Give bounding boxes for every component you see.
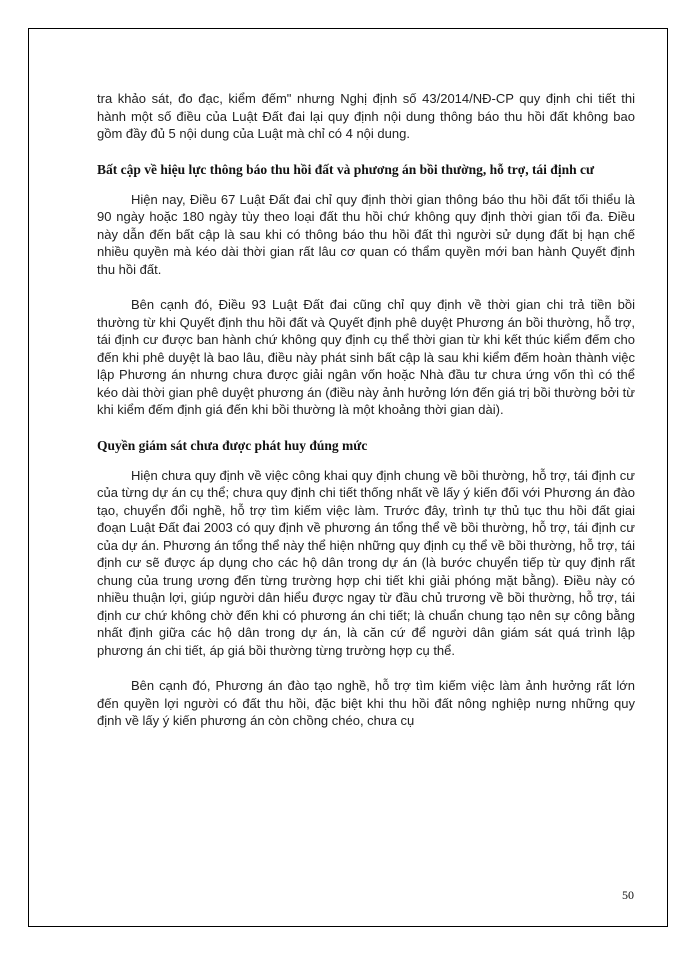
page-number: 50 (622, 888, 634, 902)
document-body (97, 90, 635, 748)
paragraph-supervision: Hiện chưa quy định về việc công khai quy định chung về bồi thường, hỗ trợ, tái định cư của từng dự án cụ thể; chưa quy định chi tiết thống nhất về lấy ý kiến đối với Phương án đào tạo, chuyển đổi nghề, hỗ trợ tìm kiếm việc làm. Trước đây, trình tự thủ tục thu hồi đất giai đoạn Luật Đất đai 2003 có quy định về phương án tổng thể về bồi thường, hỗ trợ, tái định cư của dự án. Phương án tổng thể này thể hiện những quy định cụ thể về bồi thường, hỗ trợ, tái định cư sẽ được áp dụng cho các hộ dân trong dự án (là bước chuyển tiếp từ quy định rất chung của trung ương đến từng trường hợp chi tiết khi giải phóng mặt bằng). Điều này có nhiều thuận lợi, giúp người dân hiểu được ngay từ đầu chủ trương về bồi thường, hỗ trợ, tái định cư chứ không chờ đến khi có phương án chi tiết; là chuẩn chung tạo nên sự công bằng nhất định giữa các hộ dân trong dự án, là căn cứ để người dân giám sát quá trình lập phương án chi tiết, áp giá bồi thường từng trường hợp cụ thể. (97, 467, 635, 658)
section-heading-supervision: Quyền giám sát chưa được phát huy đúng mức (97, 437, 368, 453)
paragraph-article-67: Hiện nay, Điều 67 Luật Đất đai chỉ quy định thời gian thông báo thu hồi đất tối thiểu là 90 ngày hoặc 180 ngày tùy theo loại đất thu hồi chứ không quy định thời gian tối đa. Điều này dẫn đến bất cập là sau khi có thông báo thu hồi đất thì người sử dụng đất bị hạn chế nhiều quyền mà kéo dài thời gian rất lâu cơ quan có thẩm quyền mới ban hành Quyết định thu hồi đất. (97, 191, 635, 277)
section-heading-notice-validity: Bất cập về hiệu lực thông báo thu hồi đất và phương án bồi thường, hỗ trợ, tái định cư (97, 161, 595, 177)
paragraph-continuation: tra khảo sát, đo đạc, kiểm đếm" nhưng Nghị định số 43/2014/NĐ-CP quy định chi tiết thi hành một số điều của Luật Đất đai lại quy định nội dung thông báo thu hồi đất không bao gồm đầy đủ 5 nội dung của Luật mà chỉ có 4 nội dung. (97, 91, 635, 141)
paragraph-vocational-training: Bên cạnh đó, Phương án đào tạo nghề, hỗ trợ tìm kiếm việc làm ảnh hưởng rất lớn đến quyền lợi người có đất thu hồi, đặc biệt khi thu hồi đất nông nghiệp nưng những quy định về lấy ý kiến phương án còn chồng chéo, chưa cụ (97, 678, 635, 728)
paragraph-article-93: Bên cạnh đó, Điều 93 Luật Đất đai cũng chỉ quy định về thời gian chi trả tiền bồi thường từ khi Quyết định thu hồi đất và Quyết định phê duyệt Phương án bồi thường, hỗ trợ, tái định cư được ban hành chứ không quy định cụ thể thời gian từ khi kết thúc kiểm đếm cho đến khi phê duyệt là bao lâu, điều này phát sinh bất cập là sau khi kiểm đếm hoàn thành việc lập Phương án nhưng chưa được giải ngân vốn hoặc Nhà đầu tư chưa ứng vốn thì có thể kéo dài thời gian phê duyệt phương án (điều này ảnh hưởng lớn đến giá trị bồi thường bởi từ khi kiểm đếm định giá đến khi bồi thường là một khoảng thời gian dài). (97, 297, 635, 417)
